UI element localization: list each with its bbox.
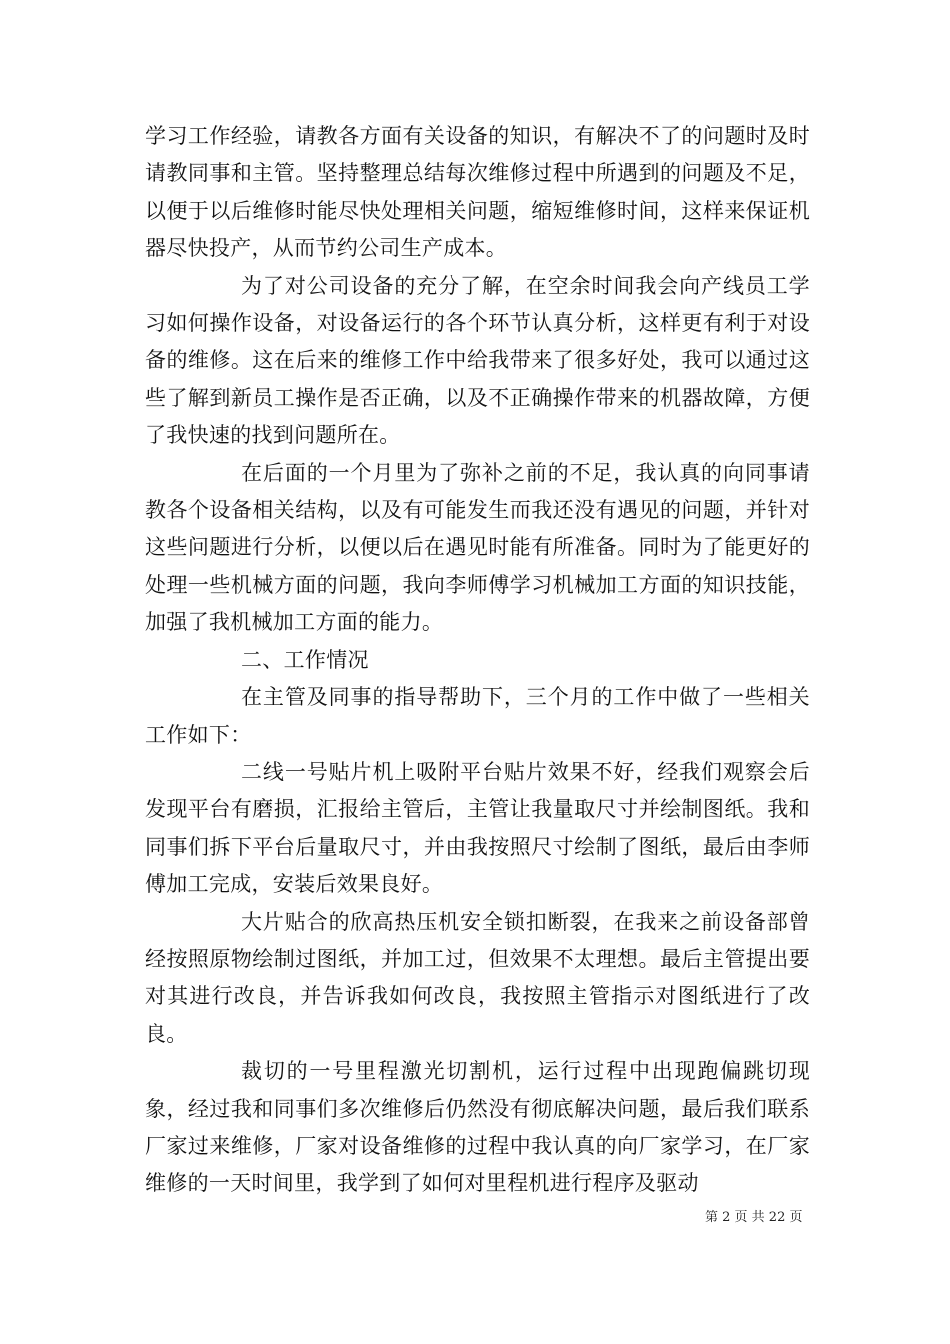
paragraph-last-month: 在后面的一个月里为了弥补之前的不足，我认真的向同事请教各个设备相关结构，以及有可能发生而我还没有遇见的问题，并针对这些问题进行分析，以便以后在遇见时能有所准备。同时为了能更好的处理一些机械方面的问题，我向李师傅学习机械加工方面的知识技能，加强了我机械加工方面的能力。	[145, 460, 810, 635]
section-heading-work-status: 二、工作情况	[241, 647, 369, 672]
document-body	[145, 118, 810, 1203]
page-number-footer: 第 2 页 共 22 页	[705, 1210, 803, 1225]
paragraph-laser-cutter: 裁切的一号里程激光切割机，运行过程中出现跑偏跳切现象，经过我和同事们多次维修后仍然没有彻底解决问题，最后我们联系厂家过来维修，厂家对设备维修的过程中我认真的向厂家学习，在厂家维修的一天时间里，我学到了如何对里程机进行程序及驱动	[145, 1059, 810, 1196]
paragraph-work-intro: 在主管及同事的指导帮助下，三个月的工作中做了一些相关工作如下：	[145, 685, 810, 747]
paragraph-learning-equipment: 为了对公司设备的充分了解，在空余时间我会向产线员工学习如何操作设备，对设备运行的各个环节认真分析，这样更有利于对设备的维修。这在后来的维修工作中给我带来了很多好处，我可以通过这些了解到新员工操作是否正确，以及不正确操作带来的机器故障，方便了我快速的找到问题所在。	[145, 273, 810, 448]
paragraph-heat-press: 大片贴合的欣高热压机安全锁扣断裂，在我来之前设备部曾经按照原物绘制过图纸，并加工过，但效果不太理想。最后主管提出要对其进行改良，并告诉我如何改良，我按照主管指示对图纸进行了改良。	[145, 909, 810, 1046]
paragraph-continued: 学习工作经验，请教各方面有关设备的知识，有解决不了的问题时及时请教同事和主管。坚持整理总结每次维修过程中所遇到的问题及不足，以便于以后维修时能尽快处理相关问题，缩短维修时间，这样来保证机器尽快投产，从而节约公司生产成本。	[145, 124, 810, 261]
paragraph-placement-machine: 二线一号贴片机上吸附平台贴片效果不好，经我们观察会后发现平台有磨损，汇报给主管后，主管让我量取尺寸并绘制图纸。我和同事们拆下平台后量取尺寸，并由我按照尺寸绘制了图纸，最后由李师傅加工完成，安装后效果良好。	[145, 759, 810, 897]
